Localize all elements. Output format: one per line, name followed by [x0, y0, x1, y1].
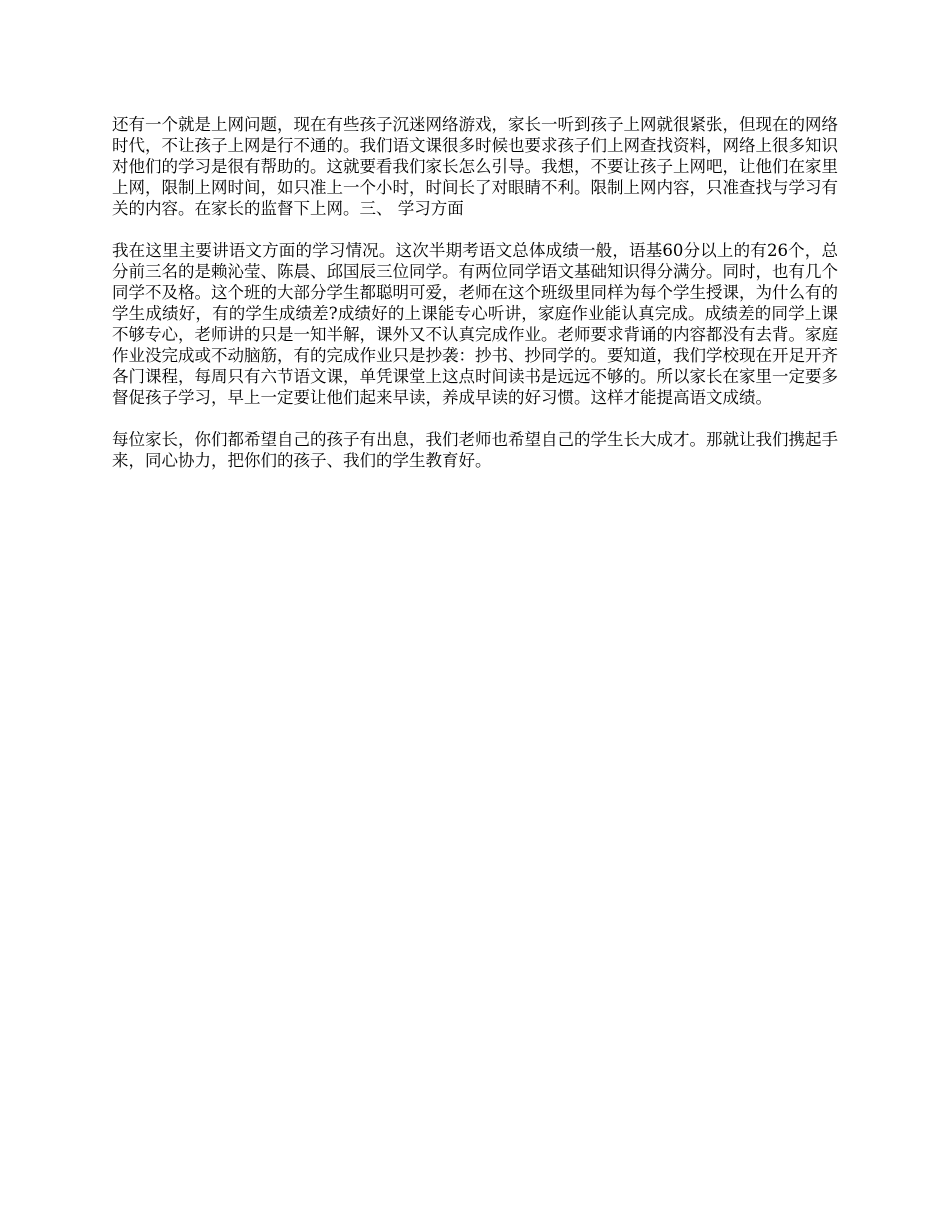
document-body: [112, 114, 838, 492]
paragraph-chinese-study: 我在这里主要讲语文方面的学习情况。这次半期考语文总体成绩一般，语基60分以上的有26个，总分前三名的是赖沁莹、陈晨、邱国辰三位同学。有两位同学语文基础知识得分满分。同时，也有几个同学不及格。这个班的大部分学生都聪明可爱，老师在这个班级里同样为每个学生授课，为什么有的学生成绩好，有的学生成绩差?成绩好的上课能专心听讲，家庭作业能认真完成。成绩差的同学上课不够专心，老师讲的只是一知半解，课外又不认真完成作业。老师要求背诵的内容都没有去背。家庭作业没完成或不动脑筋，有的完成作业只是抄袭：抄书、抄同学的。要知道，我们学校现在开足开齐各门课程，每周只有六节语文课，单凭课堂上这点时间读书是远远不够的。所以家长在家里一定要多督促孩子学习，早上一定要让他们起来早读，养成早读的好习惯。这样才能提高语文成绩。: [112, 241, 838, 407]
paragraph-internet: 还有一个就是上网问题，现在有些孩子沉迷网络游戏，家长一听到孩子上网就很紧张，但现在的网络时代，不让孩子上网是行不通的。我们语文课很多时候也要求孩子们上网查找资料，网络上很多知识对他们的学习是很有帮助的。这就要看我们家长怎么引导。我想，不要让孩子上网吧，让他们在家里上网，限制上网时间，如只准上一个小时，时间长了对眼睛不利。限制上网内容，只准查找与学习有关的内容。在家长的监督下上网。三、 学习方面: [112, 115, 838, 218]
paragraph-closing: 每位家长，你们都希望自己的孩子有出息，我们老师也希望自己的学生长大成才。那就让我们携起手来，同心协力，把你们的孩子、我们的学生教育好。: [112, 430, 838, 470]
